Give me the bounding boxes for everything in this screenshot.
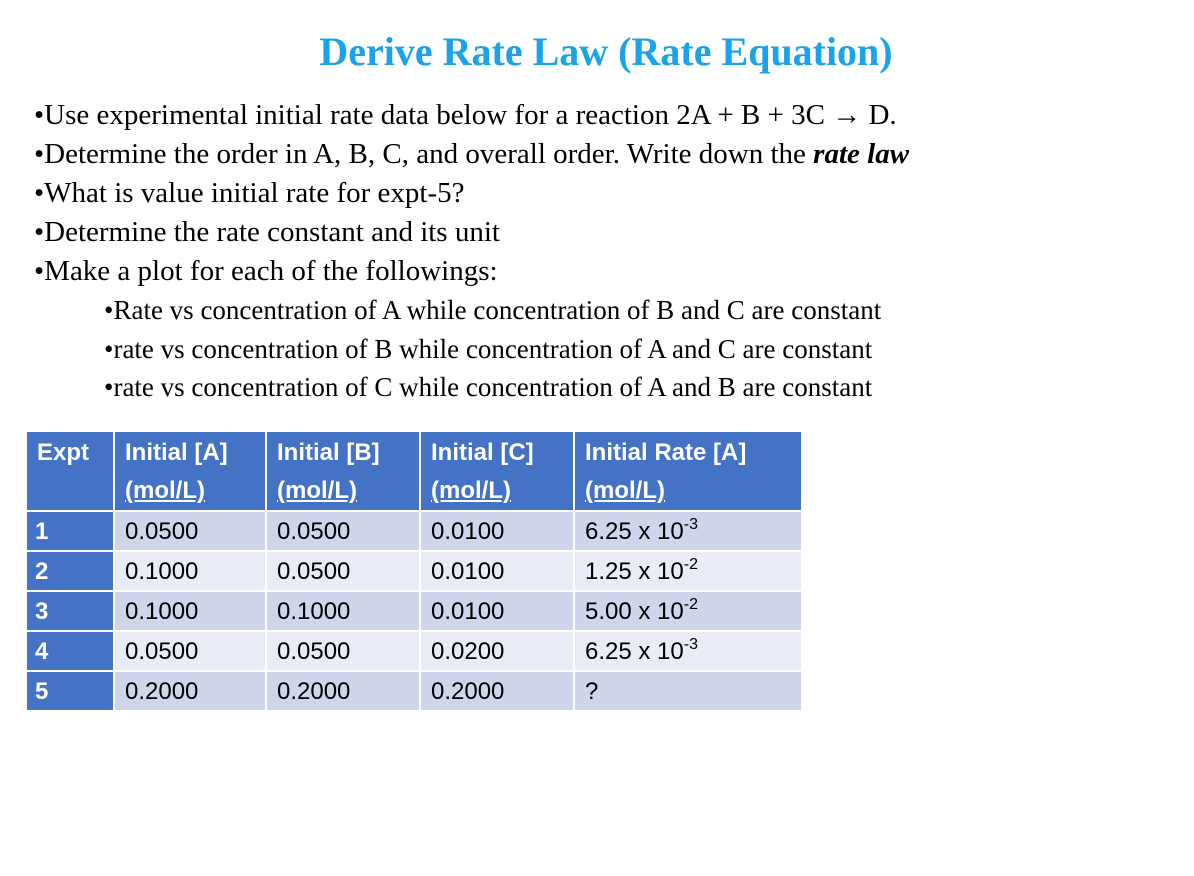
header-initial-a: Initial [A] (mol/L) — [114, 431, 266, 511]
header-initial-c: Initial [C] (mol/L) — [420, 431, 574, 511]
cell-expt: 3 — [26, 591, 114, 631]
cell-rate: 6.25 x $10^{-3}$ — [574, 631, 802, 671]
rate-data-table — [25, 430, 803, 712]
page-title: Derive Rate Law (Rate Equation) — [319, 29, 893, 74]
cell-rate: ? — [574, 671, 802, 711]
cell-a: 0.1000 — [114, 551, 266, 591]
sub-bullet-b: •rate vs concentration of B while concentration of A and C are constant — [104, 333, 873, 364]
sub-bullet-a: •Rate vs concentration of A while concentration of B and C are constant — [104, 295, 882, 325]
header-expt: Expt — [26, 431, 114, 511]
sub-bullet-c: •rate vs concentration of C while concentration of A and B are constant — [104, 372, 873, 402]
cell-expt: 1 — [26, 511, 114, 551]
cell-expt: 2 — [26, 551, 114, 591]
cell-rate: 5.00 x $10^{-2}$ — [574, 591, 802, 631]
cell-c: 0.2000 — [420, 671, 574, 711]
bullet-reaction: •Use experimental initial rate data below for a reaction 2A + B + 3C → D. — [34, 99, 897, 131]
table-row — [26, 671, 802, 711]
cell-b: 0.2000 — [266, 671, 420, 711]
bullet-rate-constant: •Determine the rate constant and its unit — [34, 216, 500, 248]
cell-rate: 6.25 x $10^{-3}$ — [574, 511, 802, 551]
cell-a: 0.2000 — [114, 671, 266, 711]
cell-b: 0.0500 — [266, 551, 420, 591]
cell-b: 0.0500 — [266, 511, 420, 551]
cell-c: 0.0200 — [420, 631, 574, 671]
bullet-expt5: •What is value initial rate for expt-5? — [34, 177, 465, 209]
bullet-plot: •Make a plot for each of the followings: — [34, 255, 498, 287]
cell-c: 0.0100 — [420, 551, 574, 591]
table-row — [26, 591, 802, 631]
rate-law-emphasis: rate law — [813, 138, 910, 170]
cell-a: 0.0500 — [114, 631, 266, 671]
header-initial-rate: Initial Rate [A] (mol/L) — [574, 431, 802, 511]
table-row — [26, 551, 802, 591]
cell-rate: 1.25 x $10^{-2}$ — [574, 551, 802, 591]
cell-c: 0.0100 — [420, 511, 574, 551]
table-row — [26, 511, 802, 551]
cell-b: 0.0500 — [266, 631, 420, 671]
header-initial-b: Initial [B] (mol/L) — [266, 431, 420, 511]
cell-c: 0.0100 — [420, 591, 574, 631]
table-row — [26, 631, 802, 671]
instruction-list — [34, 96, 909, 407]
cell-a: 0.0500 — [114, 511, 266, 551]
cell-a: 0.1000 — [114, 591, 266, 631]
cell-expt: 5 — [26, 671, 114, 711]
bullet-order-text: •Determine the order in A, B, C, and overall order. Write down the — [34, 138, 814, 170]
bullet-order — [34, 135, 909, 174]
cell-b: 0.1000 — [266, 591, 420, 631]
cell-expt: 4 — [26, 631, 114, 671]
table-header-row — [26, 431, 802, 511]
